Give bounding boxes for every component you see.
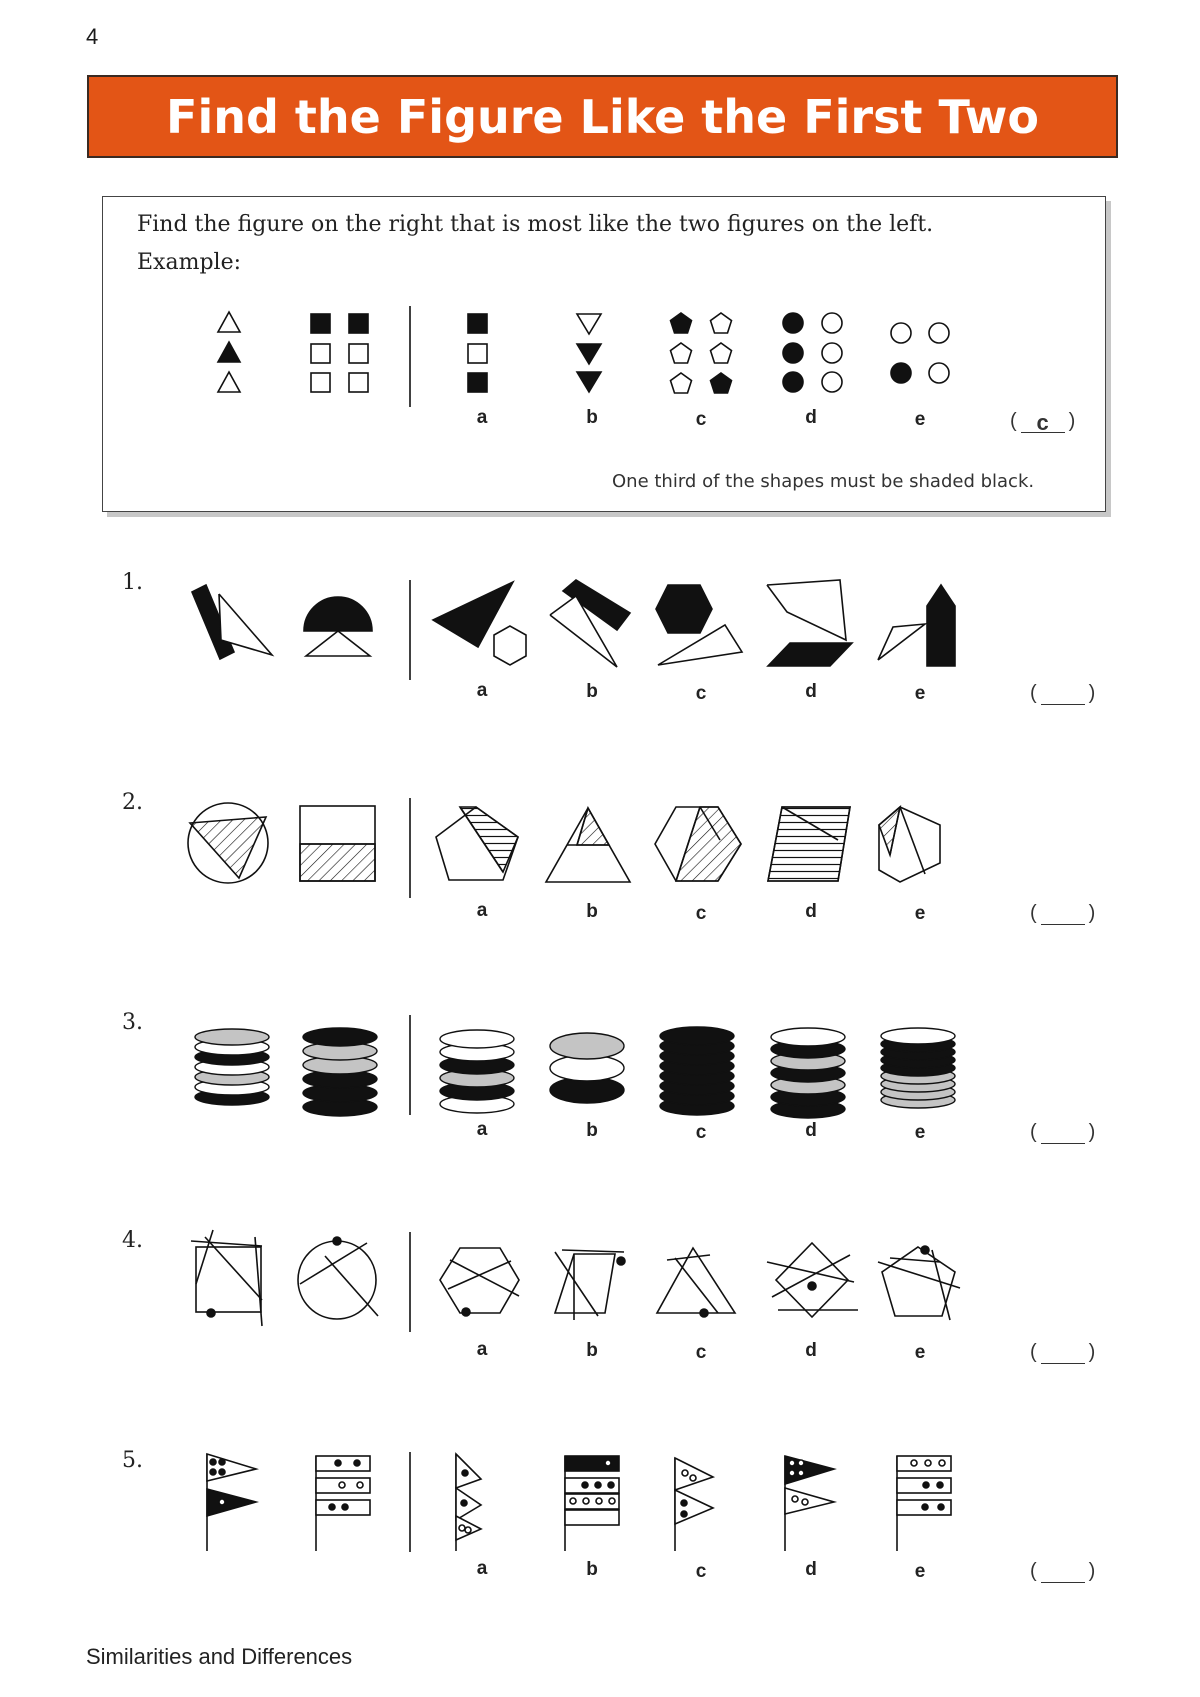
question-number-4: 4. bbox=[122, 1228, 143, 1253]
q5-figure-1 bbox=[207, 1454, 256, 1551]
q2-figure-2 bbox=[300, 806, 375, 881]
example-figure-2 bbox=[311, 314, 368, 392]
q2-option-e-figure bbox=[879, 807, 940, 882]
example-figure-1 bbox=[218, 312, 240, 392]
q5-option-b: b bbox=[586, 1559, 598, 1580]
example-option-d: d bbox=[805, 407, 817, 428]
example-option-a-figure bbox=[468, 314, 487, 392]
q4-figure-2 bbox=[298, 1237, 378, 1319]
q4-figure-1 bbox=[191, 1230, 262, 1326]
q3-option-e-figure bbox=[881, 1028, 955, 1108]
q4-answer[interactable]: ( ) bbox=[1030, 1341, 1096, 1363]
q2-option-c-figure bbox=[655, 807, 741, 881]
q5-option-e-figure bbox=[897, 1456, 951, 1551]
q1-option-b-figure bbox=[550, 580, 630, 667]
q4-option-b-figure bbox=[555, 1250, 625, 1320]
q1-option-e: e bbox=[914, 683, 926, 704]
q5-figure-2 bbox=[316, 1456, 370, 1551]
example-answer-value: c bbox=[1021, 410, 1065, 433]
question-number-1: 1. bbox=[122, 570, 143, 595]
q2-figure-1 bbox=[188, 803, 268, 883]
q3-option-a-figure bbox=[440, 1030, 514, 1113]
q2-option-a: a bbox=[476, 900, 488, 921]
q5-option-c: c bbox=[695, 1561, 707, 1582]
q5-option-a-figure bbox=[456, 1454, 481, 1551]
example-option-c: c bbox=[695, 409, 707, 430]
example-instruction: Find the figure on the right that is most like the two figures on the left. bbox=[137, 212, 934, 237]
q3-option-d-figure bbox=[771, 1028, 845, 1118]
q3-stacks bbox=[195, 1027, 955, 1118]
q1-option-a: a bbox=[476, 680, 488, 701]
q1-option-c: c bbox=[695, 683, 707, 704]
question-number-5: 5. bbox=[122, 1448, 143, 1473]
q1-option-c-figure bbox=[656, 585, 742, 665]
q4-option-a-figure bbox=[440, 1248, 519, 1316]
q2-option-e: e bbox=[914, 903, 926, 924]
q2-option-b-figure bbox=[546, 808, 630, 882]
q3-figure-1 bbox=[195, 1029, 269, 1105]
example-option-c-figure bbox=[671, 313, 732, 393]
example-label: Example: bbox=[137, 250, 241, 275]
q2-option-b: b bbox=[586, 901, 598, 922]
q4-option-d-figure bbox=[767, 1243, 858, 1317]
example-option-a: a bbox=[476, 407, 488, 428]
page-title: Find the Figure Like the First Two bbox=[166, 89, 1039, 144]
q4-option-e-figure bbox=[878, 1246, 960, 1320]
example-option-b-figure bbox=[577, 314, 601, 392]
q4-option-e: e bbox=[914, 1342, 926, 1363]
q5-option-c-figure bbox=[675, 1458, 713, 1551]
q3-option-e: e bbox=[914, 1122, 926, 1143]
q2-answer[interactable]: ( ) bbox=[1030, 902, 1096, 924]
q1-option-e-figure bbox=[878, 585, 955, 666]
q3-option-b-figure bbox=[550, 1033, 624, 1103]
q3-option-d: d bbox=[805, 1120, 817, 1141]
q4-option-a: a bbox=[476, 1339, 488, 1360]
q1-option-d: d bbox=[805, 681, 817, 702]
example-option-e: e bbox=[914, 409, 926, 430]
q1-answer[interactable]: ( ) bbox=[1030, 682, 1096, 704]
example-answer: ( c ) bbox=[1010, 410, 1076, 435]
q3-option-c-figure bbox=[660, 1027, 734, 1115]
q4-option-c-figure bbox=[657, 1248, 735, 1317]
q5-option-d-figure bbox=[785, 1456, 834, 1551]
page-number: 4 bbox=[86, 24, 99, 49]
q1-option-b: b bbox=[586, 681, 598, 702]
q1-option-a-figure bbox=[433, 582, 526, 665]
q3-option-b: b bbox=[586, 1120, 598, 1141]
example-option-e-figure bbox=[891, 323, 949, 383]
q5-answer[interactable]: ( ) bbox=[1030, 1560, 1096, 1582]
q1-option-d-figure bbox=[767, 580, 852, 666]
q3-option-a: a bbox=[476, 1119, 488, 1140]
q4-option-c: c bbox=[695, 1342, 707, 1363]
q5-option-a: a bbox=[476, 1558, 488, 1579]
footer-text: Similarities and Differences bbox=[86, 1644, 353, 1669]
q2-option-d: d bbox=[805, 901, 817, 922]
q5-option-b-figure bbox=[565, 1456, 619, 1551]
q5-option-d: d bbox=[805, 1559, 817, 1580]
q4-option-d: d bbox=[805, 1340, 817, 1361]
q1-figure-2 bbox=[304, 597, 372, 656]
q3-figure-2 bbox=[303, 1028, 377, 1116]
question-number-3: 3. bbox=[122, 1010, 143, 1035]
example-option-b: b bbox=[586, 407, 598, 428]
q3-answer[interactable]: ( ) bbox=[1030, 1121, 1096, 1143]
q5-option-e: e bbox=[914, 1561, 926, 1582]
q4-option-b: b bbox=[586, 1340, 598, 1361]
example-option-d-figure bbox=[783, 313, 842, 392]
q2-option-d-figure bbox=[768, 807, 850, 881]
question-number-2: 2. bbox=[122, 790, 143, 815]
q1-figure-1 bbox=[192, 585, 272, 659]
example-explanation: One third of the shapes must be shaded black. bbox=[612, 471, 1035, 492]
q3-option-c: c bbox=[695, 1122, 707, 1143]
q2-option-a-figure bbox=[436, 807, 518, 880]
q2-option-c: c bbox=[695, 903, 707, 924]
